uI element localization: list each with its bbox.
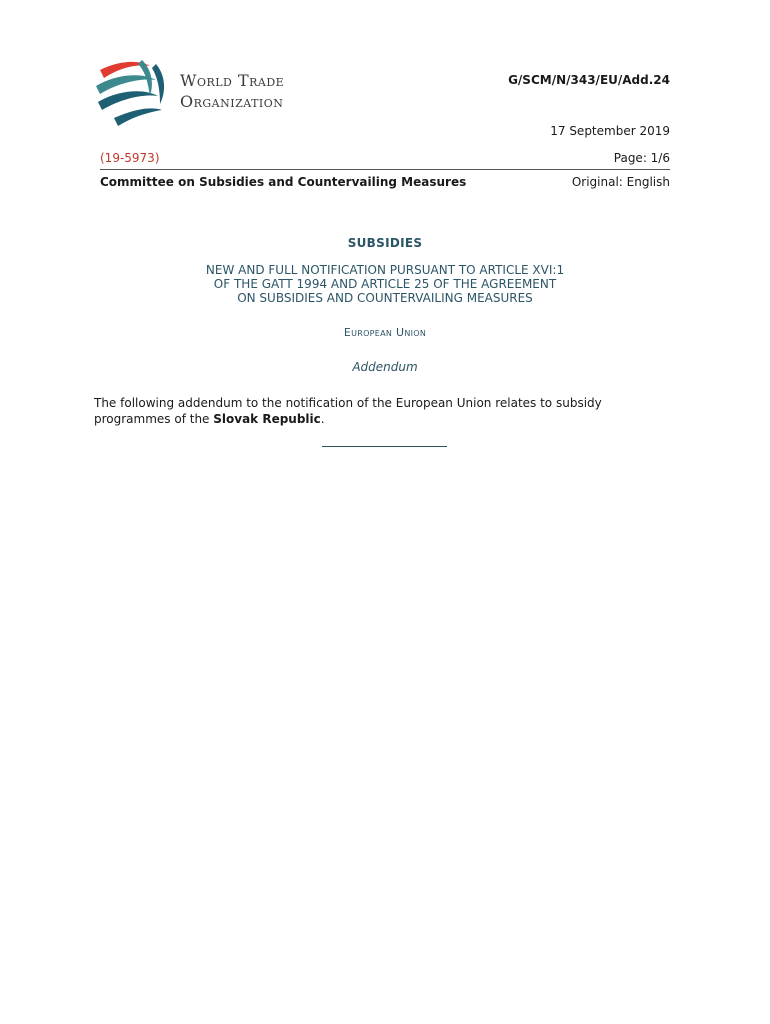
page-indicator: Page: 1/6	[613, 151, 670, 165]
header-divider	[100, 169, 670, 170]
end-divider	[322, 446, 447, 447]
subtitle-line: NEW AND FULL NOTIFICATION PURSUANT TO ARTICLE XVI:1	[205, 263, 565, 277]
committee-name: Committee on Subsidies and Countervailing Measures	[100, 175, 467, 189]
document-symbol: G/SCM/N/343/EU/Add.24	[508, 73, 670, 87]
document-title: SUBSIDIES	[347, 236, 423, 250]
document-subtitle	[100, 263, 670, 305]
org-name-line2: Organization	[180, 92, 284, 111]
wto-swirl-icon	[92, 56, 172, 128]
member-name: European Union	[343, 326, 427, 339]
addendum-label: Addendum	[352, 360, 418, 374]
wto-logo	[92, 56, 342, 128]
document-number: (19-5973)	[100, 151, 160, 165]
body-text-country: Slovak Republic	[213, 412, 321, 426]
body-text-prefix: The following addendum to the notification of the European Union relates to subsidy programmes of the	[94, 396, 602, 426]
org-name-line1: World Trade	[180, 71, 285, 90]
body-text-suffix: .	[320, 412, 325, 426]
original-language: Original: English	[571, 175, 670, 189]
organization-name	[180, 70, 284, 112]
subtitle-line: ON SUBSIDIES AND COUNTERVAILING MEASURES	[237, 291, 533, 305]
subtitle-line: OF THE GATT 1994 AND ARTICLE 25 OF THE AGREEMENT	[213, 277, 557, 291]
body-paragraph	[94, 395, 676, 427]
document-date: 17 September 2019	[550, 124, 670, 138]
